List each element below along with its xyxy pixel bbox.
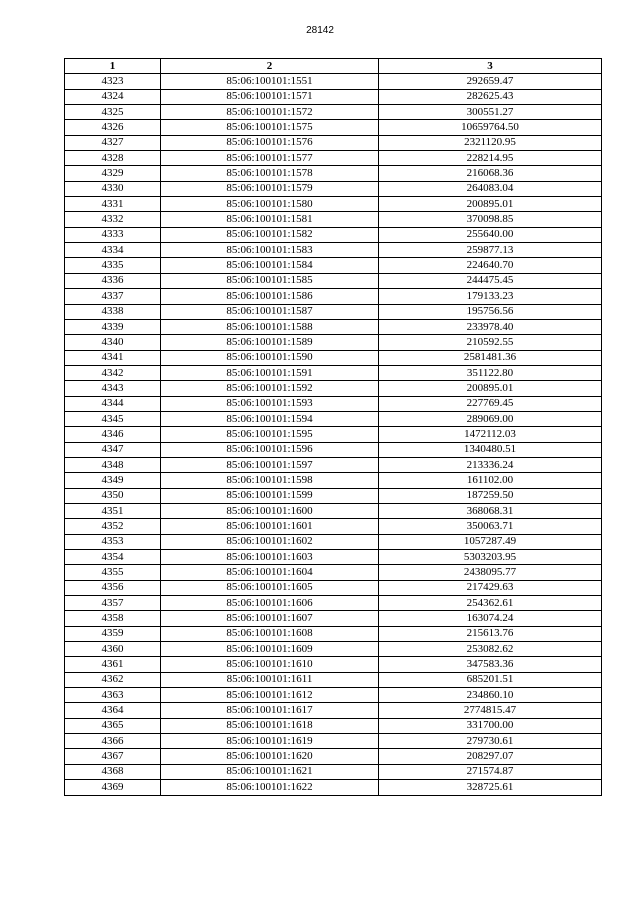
table-cell: 4328 xyxy=(65,151,161,166)
table-cell: 85:06:100101:1577 xyxy=(161,151,379,166)
table-cell: 4356 xyxy=(65,580,161,595)
table-cell: 85:06:100101:1610 xyxy=(161,657,379,672)
table-cell: 85:06:100101:1551 xyxy=(161,74,379,89)
table-cell: 85:06:100101:1607 xyxy=(161,611,379,626)
table-cell: 85:06:100101:1612 xyxy=(161,688,379,703)
table-cell: 4345 xyxy=(65,411,161,426)
table-cell: 4367 xyxy=(65,749,161,764)
table-cell: 4337 xyxy=(65,289,161,304)
table-cell: 4341 xyxy=(65,350,161,365)
table-cell: 163074.24 xyxy=(379,611,602,626)
table-row xyxy=(65,227,602,242)
table-row xyxy=(65,703,602,718)
table-cell: 4331 xyxy=(65,197,161,212)
table-row xyxy=(65,89,602,104)
table-cell: 208297.07 xyxy=(379,749,602,764)
table-row xyxy=(65,350,602,365)
table-cell: 85:06:100101:1608 xyxy=(161,626,379,641)
table-cell: 4333 xyxy=(65,227,161,242)
table-cell: 4342 xyxy=(65,365,161,380)
table-row xyxy=(65,289,602,304)
table-row xyxy=(65,534,602,549)
table-cell: 85:06:100101:1611 xyxy=(161,672,379,687)
table-row xyxy=(65,273,602,288)
table-cell: 85:06:100101:1598 xyxy=(161,473,379,488)
table-cell: 85:06:100101:1579 xyxy=(161,181,379,196)
table-cell: 4338 xyxy=(65,304,161,319)
table-cell: 85:06:100101:1572 xyxy=(161,105,379,120)
table-cell: 2438095.77 xyxy=(379,565,602,580)
table-cell: 2581481.36 xyxy=(379,350,602,365)
table-cell: 2321120.95 xyxy=(379,135,602,150)
table-cell: 254362.61 xyxy=(379,596,602,611)
table-row xyxy=(65,734,602,749)
table-row xyxy=(65,565,602,580)
table-cell: 4368 xyxy=(65,764,161,779)
table-cell: 255640.00 xyxy=(379,227,602,242)
table-cell: 215613.76 xyxy=(379,626,602,641)
table-cell: 85:06:100101:1593 xyxy=(161,396,379,411)
table-cell: 85:06:100101:1590 xyxy=(161,350,379,365)
table-row xyxy=(65,120,602,135)
table-cell: 85:06:100101:1622 xyxy=(161,780,379,795)
table-cell: 4336 xyxy=(65,273,161,288)
table-cell: 228214.95 xyxy=(379,151,602,166)
table-cell: 85:06:100101:1618 xyxy=(161,718,379,733)
table-row xyxy=(65,488,602,503)
table-cell: 85:06:100101:1583 xyxy=(161,243,379,258)
table-row xyxy=(65,611,602,626)
table-cell: 351122.80 xyxy=(379,365,602,380)
table-cell: 4353 xyxy=(65,534,161,549)
table-row xyxy=(65,427,602,442)
table-cell: 85:06:100101:1588 xyxy=(161,319,379,334)
table-row xyxy=(65,335,602,350)
table-cell: 85:06:100101:1580 xyxy=(161,197,379,212)
table-row xyxy=(65,258,602,273)
table-cell: 85:06:100101:1600 xyxy=(161,503,379,518)
table-row xyxy=(65,197,602,212)
table-header-row xyxy=(65,59,602,74)
table-cell: 85:06:100101:1576 xyxy=(161,135,379,150)
table-cell: 4362 xyxy=(65,672,161,687)
table-cell: 195756.56 xyxy=(379,304,602,319)
table-cell: 4339 xyxy=(65,319,161,334)
table-cell: 1057287.49 xyxy=(379,534,602,549)
table-cell: 347583.36 xyxy=(379,657,602,672)
table-cell: 4364 xyxy=(65,703,161,718)
table-cell: 4335 xyxy=(65,258,161,273)
table-cell: 4350 xyxy=(65,488,161,503)
table-cell: 4355 xyxy=(65,565,161,580)
table-row xyxy=(65,626,602,641)
table-row xyxy=(65,135,602,150)
table-cell: 331700.00 xyxy=(379,718,602,733)
table-cell: 2774815.47 xyxy=(379,703,602,718)
table-cell: 85:06:100101:1582 xyxy=(161,227,379,242)
table-cell: 282625.43 xyxy=(379,89,602,104)
table-row xyxy=(65,519,602,534)
table-cell: 85:06:100101:1621 xyxy=(161,764,379,779)
table-cell: 279730.61 xyxy=(379,734,602,749)
table-cell: 4327 xyxy=(65,135,161,150)
table-row xyxy=(65,718,602,733)
table-row xyxy=(65,596,602,611)
table-cell: 1340480.51 xyxy=(379,442,602,457)
table-cell: 85:06:100101:1617 xyxy=(161,703,379,718)
table-row xyxy=(65,396,602,411)
table-cell: 85:06:100101:1606 xyxy=(161,596,379,611)
table-cell: 4361 xyxy=(65,657,161,672)
table-body xyxy=(65,74,602,795)
table-cell: 217429.63 xyxy=(379,580,602,595)
table-row xyxy=(65,580,602,595)
column-header: 1 xyxy=(65,59,161,74)
table-cell: 85:06:100101:1602 xyxy=(161,534,379,549)
table-cell: 85:06:100101:1575 xyxy=(161,120,379,135)
table-cell: 4344 xyxy=(65,396,161,411)
table-row xyxy=(65,411,602,426)
table-cell: 685201.51 xyxy=(379,672,602,687)
table-cell: 216068.36 xyxy=(379,166,602,181)
table-cell: 4329 xyxy=(65,166,161,181)
table-cell: 85:06:100101:1587 xyxy=(161,304,379,319)
column-header: 2 xyxy=(161,59,379,74)
table-cell: 85:06:100101:1571 xyxy=(161,89,379,104)
table-row xyxy=(65,319,602,334)
table-cell: 1472112.03 xyxy=(379,427,602,442)
table-cell: 85:06:100101:1578 xyxy=(161,166,379,181)
table-cell: 4360 xyxy=(65,642,161,657)
table-row xyxy=(65,181,602,196)
table-row xyxy=(65,550,602,565)
table-row xyxy=(65,381,602,396)
table-row xyxy=(65,151,602,166)
table-row xyxy=(65,764,602,779)
table-cell: 5303203.95 xyxy=(379,550,602,565)
table-cell: 85:06:100101:1596 xyxy=(161,442,379,457)
table-cell: 289069.00 xyxy=(379,411,602,426)
table-cell: 200895.01 xyxy=(379,381,602,396)
table-cell: 85:06:100101:1599 xyxy=(161,488,379,503)
table-cell: 370098.85 xyxy=(379,212,602,227)
table-cell: 4359 xyxy=(65,626,161,641)
table-cell: 210592.55 xyxy=(379,335,602,350)
table-cell: 85:06:100101:1589 xyxy=(161,335,379,350)
table-cell: 4332 xyxy=(65,212,161,227)
table-row xyxy=(65,688,602,703)
table-cell: 4365 xyxy=(65,718,161,733)
table-cell: 4366 xyxy=(65,734,161,749)
table-cell: 4323 xyxy=(65,74,161,89)
table-row xyxy=(65,642,602,657)
column-header: 3 xyxy=(379,59,602,74)
table-row xyxy=(65,473,602,488)
table-cell: 85:06:100101:1605 xyxy=(161,580,379,595)
table-cell: 85:06:100101:1595 xyxy=(161,427,379,442)
table-cell: 4357 xyxy=(65,596,161,611)
data-table xyxy=(64,58,602,796)
table-cell: 224640.70 xyxy=(379,258,602,273)
table-cell: 4351 xyxy=(65,503,161,518)
table-row xyxy=(65,457,602,472)
table-cell: 4326 xyxy=(65,120,161,135)
table-row xyxy=(65,212,602,227)
table-cell: 85:06:100101:1603 xyxy=(161,550,379,565)
table-cell: 4346 xyxy=(65,427,161,442)
table-cell: 4348 xyxy=(65,457,161,472)
table-cell: 259877.13 xyxy=(379,243,602,258)
table-cell: 4349 xyxy=(65,473,161,488)
table-cell: 85:06:100101:1584 xyxy=(161,258,379,273)
table-cell: 4352 xyxy=(65,519,161,534)
table-cell: 4358 xyxy=(65,611,161,626)
table-cell: 4369 xyxy=(65,780,161,795)
table-cell: 161102.00 xyxy=(379,473,602,488)
table-cell: 4324 xyxy=(65,89,161,104)
table-cell: 244475.45 xyxy=(379,273,602,288)
table-cell: 85:06:100101:1604 xyxy=(161,565,379,580)
table-row xyxy=(65,365,602,380)
table-cell: 4347 xyxy=(65,442,161,457)
table-cell: 368068.31 xyxy=(379,503,602,518)
table-cell: 4334 xyxy=(65,243,161,258)
table-cell: 264083.04 xyxy=(379,181,602,196)
table-cell: 179133.23 xyxy=(379,289,602,304)
table-row xyxy=(65,243,602,258)
page-number: 28142 xyxy=(306,25,334,36)
table-row xyxy=(65,657,602,672)
table-row xyxy=(65,749,602,764)
table-row xyxy=(65,442,602,457)
table-cell: 85:06:100101:1591 xyxy=(161,365,379,380)
table-cell: 85:06:100101:1620 xyxy=(161,749,379,764)
table-row xyxy=(65,166,602,181)
table-cell: 187259.50 xyxy=(379,488,602,503)
table-cell: 350063.71 xyxy=(379,519,602,534)
table-cell: 10659764.50 xyxy=(379,120,602,135)
table-cell: 85:06:100101:1585 xyxy=(161,273,379,288)
table-cell: 4340 xyxy=(65,335,161,350)
table-cell: 292659.47 xyxy=(379,74,602,89)
table-cell: 85:06:100101:1619 xyxy=(161,734,379,749)
table-cell: 227769.45 xyxy=(379,396,602,411)
table-cell: 85:06:100101:1597 xyxy=(161,457,379,472)
table-cell: 85:06:100101:1609 xyxy=(161,642,379,657)
table-cell: 85:06:100101:1592 xyxy=(161,381,379,396)
table-row xyxy=(65,74,602,89)
table-cell: 85:06:100101:1581 xyxy=(161,212,379,227)
table-cell: 200895.01 xyxy=(379,197,602,212)
table-row xyxy=(65,304,602,319)
table-cell: 4354 xyxy=(65,550,161,565)
table-cell: 328725.61 xyxy=(379,780,602,795)
table-row xyxy=(65,672,602,687)
table-cell: 233978.40 xyxy=(379,319,602,334)
table-row xyxy=(65,780,602,795)
table-row xyxy=(65,503,602,518)
table-cell: 234860.10 xyxy=(379,688,602,703)
table-cell: 4325 xyxy=(65,105,161,120)
table-row xyxy=(65,105,602,120)
table-cell: 4363 xyxy=(65,688,161,703)
table-cell: 213336.24 xyxy=(379,457,602,472)
table-cell: 300551.27 xyxy=(379,105,602,120)
table-cell: 85:06:100101:1601 xyxy=(161,519,379,534)
table-cell: 85:06:100101:1586 xyxy=(161,289,379,304)
table-cell: 4343 xyxy=(65,381,161,396)
table-cell: 85:06:100101:1594 xyxy=(161,411,379,426)
table-cell: 4330 xyxy=(65,181,161,196)
table-cell: 271574.87 xyxy=(379,764,602,779)
table-cell: 253082.62 xyxy=(379,642,602,657)
